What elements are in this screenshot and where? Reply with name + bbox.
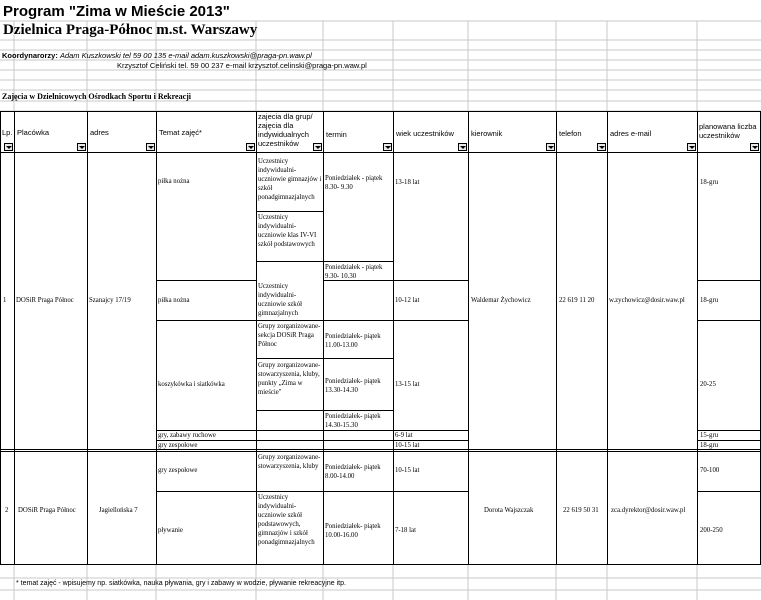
coordinator-1: Adam Kuszkowski tel 59 00 135 e-mail adam.kuszkowski@praga-pn.waw.pl xyxy=(59,51,312,60)
header-placowka: Placówka xyxy=(17,128,50,137)
coordinators-line1 xyxy=(2,51,312,60)
cell-lp-1: 1 xyxy=(3,297,7,304)
cell-liczba-1c: 20-25 xyxy=(700,381,716,388)
filter-dropdown-telefon[interactable] xyxy=(597,143,606,151)
cell-grupa-1b: Uczestnicy indywidualni-uczniowie klas IV-VI szkół podstawowych xyxy=(258,214,317,248)
coordinator-2: Krzysztof Celiński tel. 59 00 237 e-mail krzysztof.celinski@praga-pn.waw.pl xyxy=(117,61,367,70)
cell-grupa-2b: Uczestnicy indywidualni-uczniowie szkół podstawowych, gimnazjów i szkół ponadgimnazjalnych xyxy=(258,494,315,546)
cell-temat-2b: pływanie xyxy=(158,527,183,534)
cell-temat-1e: gry zespołowe xyxy=(158,442,198,449)
cell-termin-1a: Poniedziałek - piątek 8.30- 9.30 xyxy=(325,175,383,191)
cell-temat-1b: piłka nożna xyxy=(158,297,190,304)
cell-liczba-1b: 18-gru xyxy=(700,297,719,304)
filter-dropdown-temat[interactable] xyxy=(246,143,255,151)
cell-termin-1e: Poniedziałek- piątek 14.30-15.30 xyxy=(325,413,381,429)
cell-liczba-2a: 70-100 xyxy=(700,467,720,474)
coordinators-label: Koordynarorzy: xyxy=(2,51,58,60)
cell-grupa-1d: Grupy zorganizowane-sekcja DOSiR Praga Północ xyxy=(258,323,321,348)
cell-temat-2a: gry zespołowe xyxy=(158,467,198,474)
cell-termin-2a: Poniedziałek- piątek 8.00-14.00 xyxy=(325,464,381,480)
cell-wiek-1d: 6-9 lat xyxy=(395,432,413,439)
cell-termin-1d: Poniedziałek- piątek 13.30-14.30 xyxy=(325,378,381,394)
cell-termin-1b: Poniedziałek - piątek 9.30- 10.30 xyxy=(325,264,383,280)
cell-liczba-1a: 18-gru xyxy=(700,179,719,186)
cell-telefon-1: 22 619 11 20 xyxy=(559,297,595,304)
header-kierownik: kierownik xyxy=(471,129,503,138)
cell-liczba-1e: 18-gru xyxy=(700,442,719,449)
cell-placowka-2: DOSiR Praga Północ xyxy=(18,507,76,514)
filter-dropdown-liczba[interactable] xyxy=(750,143,759,151)
header-grupa: zajecia dla grup/ zajęcia dla indywidualnych uczestników xyxy=(258,112,313,148)
cell-temat-1d: gry, zabawy ruchowe xyxy=(158,432,216,439)
page-title: Program "Zima w Mieście 2013" xyxy=(3,3,230,20)
filter-dropdown-termin[interactable] xyxy=(383,143,392,151)
cell-termin-2b: Poniedziałek- piątek 10.00-16.00 xyxy=(325,523,381,539)
cell-grupa-1e: Grupy zorganizowane-stowarzyszenia, kluby, punkty „Zima w mieście" xyxy=(258,362,321,396)
page-subtitle: Dzielnica Praga-Północ m.st. Warszawy xyxy=(3,22,258,38)
cell-wiek-1c: 13-15 lat xyxy=(395,381,420,388)
filter-dropdown-adres[interactable] xyxy=(146,143,155,151)
cell-grupa-1a: Uczestnicy indywidualni-uczniowie gimnazjów i szkół ponadgimnazjalnych xyxy=(258,158,322,201)
section-title: Zajęcia w Dzielnicowych Ośrodkach Sportu i Rekreacji xyxy=(2,92,192,101)
filter-dropdown-placowka[interactable] xyxy=(77,143,86,151)
cell-grupa-1c: Uczestnicy indywidualni-uczniowie szkół gimnazjalnych xyxy=(258,283,302,317)
header-wiek: wiek uczestników xyxy=(396,129,454,138)
cell-telefon-2: 22 619 50 31 xyxy=(563,507,599,514)
header-lp: Lp. xyxy=(2,128,13,137)
cell-wiek-1e: 10-15 lat xyxy=(395,442,420,449)
header-liczba: planowana liczba uczestników xyxy=(699,122,757,140)
header-adres: adres xyxy=(90,128,109,137)
cell-email-2: zca.dyrektor@dosir.waw.pl xyxy=(611,507,686,514)
filter-dropdown-email[interactable] xyxy=(687,143,696,151)
cell-temat-1c: koszykówka i siatkówka xyxy=(158,381,225,388)
cell-temat-1a: piłka nożna xyxy=(158,178,190,185)
cell-kierownik-2: Dorota Wajszczak xyxy=(484,507,534,514)
header-telefon: telefon xyxy=(559,129,582,138)
cell-liczba-2b: 200-250 xyxy=(700,527,723,534)
filter-dropdown-lp[interactable] xyxy=(4,143,13,151)
header-email: adres e-mail xyxy=(610,129,652,138)
cell-wiek-2b: 7-18 lat xyxy=(395,527,416,534)
cell-wiek-1b: 10-12 lat xyxy=(395,297,420,304)
filter-dropdown-wiek[interactable] xyxy=(458,143,467,151)
cell-email-1: w.zychowicz@dosir.waw.pl xyxy=(609,297,685,304)
filter-dropdown-grupa[interactable] xyxy=(313,143,322,151)
footnote: * temat zajęć - wpisujemy np. siatkówka, nauka pływania, gry i zabawy w wodzie, pływanie rekreacyjne itp. xyxy=(16,580,346,587)
cell-grupa-2a: Grupy zorganizowane-stowarzyszenia, kluby xyxy=(258,454,321,470)
cell-lp-2: 2 xyxy=(5,507,9,514)
header-termin: termin xyxy=(326,130,347,139)
cell-kierownik-1: Waldemar Żychowicz xyxy=(471,297,531,304)
cell-liczba-1d: 15-gru xyxy=(700,432,719,439)
cell-placowka-1: DOSiR Praga Północ xyxy=(16,297,74,304)
cell-wiek-1a: 13-18 lat xyxy=(395,179,420,186)
cell-adres-1: Szanajcy 17/19 xyxy=(89,297,131,304)
cell-wiek-2a: 10-15 lat xyxy=(395,467,420,474)
cell-termin-1c: Poniedziałek- piątek 11.00-13.00 xyxy=(325,333,381,349)
filter-dropdown-kierownik[interactable] xyxy=(546,143,555,151)
cell-adres-2: Jagiellońska 7 xyxy=(99,507,138,514)
header-temat: Temat zajęć* xyxy=(159,128,202,137)
